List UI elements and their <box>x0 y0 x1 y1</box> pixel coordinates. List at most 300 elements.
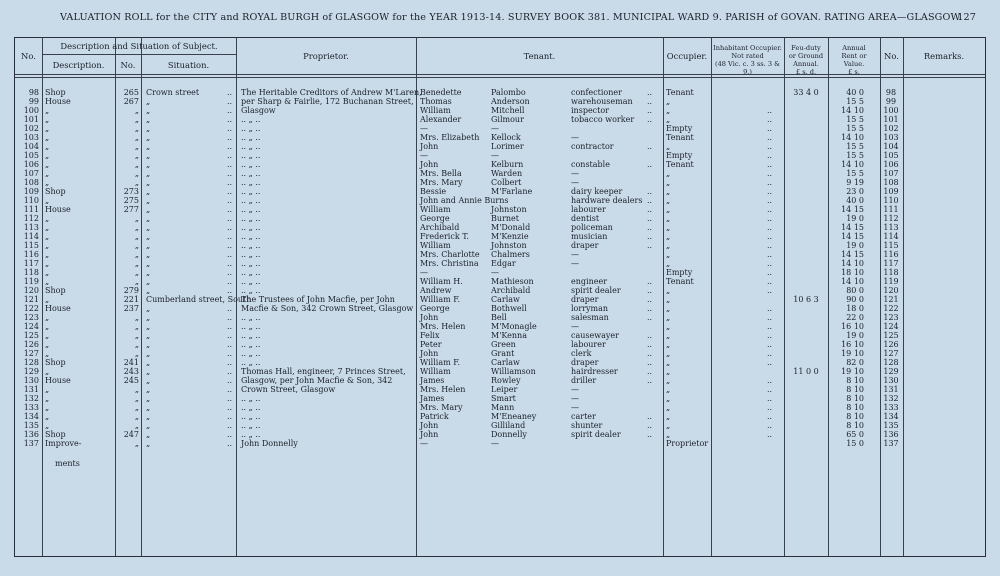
row-inhabitant-dots: .. <box>767 421 773 430</box>
row-tenant-last: — <box>491 439 499 448</box>
row-number: 109 <box>23 187 39 196</box>
row-situation-dots: .. <box>227 133 233 142</box>
row-number-right: 107 <box>883 169 899 178</box>
row-tenant-first: Thomas <box>420 97 452 106</box>
row-number: 114 <box>23 232 39 241</box>
row-proprietor: .. „ .. <box>241 349 261 358</box>
row-occupation: driller <box>571 376 597 385</box>
row-number-right: 137 <box>883 439 899 448</box>
row-description: Improve- <box>45 439 82 448</box>
row-situation-dots: .. <box>227 367 233 376</box>
row-occupation: labourer <box>571 340 606 349</box>
row-street-number: „ <box>134 421 139 430</box>
row-street-number: „ <box>134 160 139 169</box>
row-situation-dots: .. <box>227 322 233 331</box>
row-proprietor: .. „ .. <box>241 169 261 178</box>
row-tenant-first: George <box>420 304 450 313</box>
row-description: „ <box>45 106 50 115</box>
row-number-right: 106 <box>883 160 899 169</box>
row-number-right: 128 <box>883 358 899 367</box>
row-occupier: Tenant <box>666 88 694 97</box>
row-occupation: — <box>571 385 579 394</box>
page-header <box>14 12 986 26</box>
row-proprietor: .. „ .. <box>241 214 261 223</box>
row-street-number: „ <box>134 268 139 277</box>
row-description: „ <box>45 268 50 277</box>
row-number: 103 <box>23 133 39 142</box>
row-occupier: „ <box>666 313 671 322</box>
row-occupier: „ <box>666 106 671 115</box>
row-proprietor: .. „ .. <box>241 133 261 142</box>
row-occupation-dots: .. <box>647 412 653 421</box>
row-situation: „ <box>146 304 151 313</box>
row-occupation-dots: .. <box>647 286 653 295</box>
row-description: „ <box>45 160 50 169</box>
row-number-right: 98 <box>885 88 897 97</box>
row-description: „ <box>45 421 50 430</box>
row-street-number: „ <box>134 178 139 187</box>
row-feu-duty: 33 4 0 <box>793 88 819 97</box>
row-tenant-last: Palombo <box>491 88 526 97</box>
row-situation-dots: .. <box>227 223 233 232</box>
row-occupation-dots: .. <box>647 295 653 304</box>
col-no-header: No. <box>21 51 36 61</box>
row-number: 128 <box>23 358 39 367</box>
row-tenant-first: John and Annie Burns <box>420 196 509 205</box>
row-number-right: 122 <box>883 304 899 313</box>
row-annual-rent: 8 10 <box>846 403 864 412</box>
row-occupier: „ <box>666 205 671 214</box>
row-tenant-last: Mitchell <box>491 106 525 115</box>
row-situation-dots: .. <box>227 97 233 106</box>
row-situation-dots: .. <box>227 439 233 448</box>
row-proprietor: .. „ .. <box>241 115 261 124</box>
row-occupier: Empty <box>666 151 693 160</box>
row-proprietor: .. „ .. <box>241 187 261 196</box>
row-street-number: „ <box>134 277 139 286</box>
row-number-right: 116 <box>883 250 899 259</box>
row-tenant-first: Archibald <box>420 223 460 232</box>
row-inhabitant-dots: .. <box>767 214 773 223</box>
row-street-number: „ <box>134 403 139 412</box>
row-number: 130 <box>23 376 39 385</box>
row-street-number: „ <box>134 349 139 358</box>
row-occupier: „ <box>666 358 671 367</box>
col-occupier-header: Occupier. <box>666 51 708 61</box>
row-tenant-last: Rowley <box>491 376 521 385</box>
row-occupier: Proprietor <box>666 439 709 448</box>
row-inhabitant-dots: .. <box>767 106 773 115</box>
row-annual-rent: 40 0 <box>846 88 864 97</box>
row-annual-rent: 15 5 <box>846 169 864 178</box>
row-tenant-first: Mrs. Bella <box>420 169 462 178</box>
row-tenant-last: Carlaw <box>491 295 520 304</box>
row-tenant-first: William H. <box>420 277 463 286</box>
row-occupation: — <box>571 394 579 403</box>
row-annual-rent: 8 10 <box>846 412 864 421</box>
row-occupation-dots: .. <box>647 97 653 106</box>
row-street-number: „ <box>134 439 139 448</box>
row-street-number: 243 <box>123 367 139 376</box>
row-tenant-last: Donnelly <box>491 430 527 439</box>
row-description: House <box>45 205 71 214</box>
row-feu-duty: 11 0 0 <box>793 367 819 376</box>
row-tenant-first: — <box>420 124 428 133</box>
row-street-number: 267 <box>123 97 139 106</box>
row-occupier: „ <box>666 340 671 349</box>
col-inhabitant-line2: Not rated <box>731 52 764 60</box>
row-tenant-last: Warden <box>491 169 523 178</box>
row-situation-dots: .. <box>227 304 233 313</box>
row-inhabitant-dots: .. <box>767 394 773 403</box>
row-situation-dots: .. <box>227 421 233 430</box>
row-situation: „ <box>146 124 151 133</box>
row-number-right: 115 <box>883 241 899 250</box>
row-situation-dots: .. <box>227 376 233 385</box>
row-occupation-dots: .. <box>647 376 653 385</box>
page-title: VALUATION ROLL for the CITY and ROYAL BURGH of GLASGOW for the YEAR 1913-14. SURVEY BOOK 381. MUNICIPAL WARD 9. PARISH of GOVAN. RATING AREA—GLASGOW. <box>60 12 963 23</box>
row-description: „ <box>45 232 50 241</box>
row-street-number: 247 <box>123 430 139 439</box>
row-description: „ <box>45 349 50 358</box>
row-tenant-last: Carlaw <box>491 358 520 367</box>
row-tenant-first: James <box>420 376 445 385</box>
row-street-number: 279 <box>123 286 139 295</box>
row-tenant-last: — <box>491 268 499 277</box>
row-occupier: „ <box>666 385 671 394</box>
row-occupier: „ <box>666 403 671 412</box>
row-occupation-dots: .. <box>647 232 653 241</box>
row-tenant-first: Mrs. Helen <box>420 322 466 331</box>
row-proprietor: .. „ .. <box>241 151 261 160</box>
row-description: „ <box>45 277 50 286</box>
row-annual-rent: 23 0 <box>846 187 864 196</box>
row-description: „ <box>45 313 50 322</box>
row-description: „ <box>45 385 50 394</box>
row-tenant-last: Green <box>491 340 516 349</box>
row-occupier: „ <box>666 169 671 178</box>
row-situation-dots: .. <box>227 250 233 259</box>
row-description: „ <box>45 295 50 304</box>
row-inhabitant-dots: .. <box>767 124 773 133</box>
row-occupation: engineer <box>571 277 608 286</box>
row-tenant-last: Chalmers <box>491 250 530 259</box>
col-feu-line3: Annual. <box>793 60 819 68</box>
row-number-right: 110 <box>883 196 899 205</box>
row-situation: Crown street <box>146 88 200 97</box>
row-occupation: warehouseman <box>571 97 633 106</box>
row-description: „ <box>45 124 50 133</box>
row-annual-rent: 90 0 <box>846 295 864 304</box>
row-description: „ <box>45 178 50 187</box>
row-street-number: 277 <box>123 205 139 214</box>
row-inhabitant-dots: .. <box>767 115 773 124</box>
row-number: 105 <box>23 151 39 160</box>
row-street-number: „ <box>134 412 139 421</box>
row-situation: „ <box>146 142 151 151</box>
row-situation-dots: .. <box>227 187 233 196</box>
row-number-right: 99 <box>885 97 897 106</box>
row-tenant-last: Leiper <box>491 385 518 394</box>
row-occupation: lorryman <box>571 304 609 313</box>
row-occupation-dots: .. <box>647 304 653 313</box>
row-tenant-first: Mrs. Helen <box>420 385 466 394</box>
row-number: 137 <box>23 439 39 448</box>
row-annual-rent: 15 5 <box>846 151 864 160</box>
row-situation-dots: .. <box>227 151 233 160</box>
row-description: „ <box>45 340 50 349</box>
row-street-number: 265 <box>123 88 139 97</box>
row-occupation: draper <box>571 358 599 367</box>
row-situation-dots: .. <box>227 205 233 214</box>
row-situation-dots: .. <box>227 358 233 367</box>
row-number-right: 130 <box>883 376 899 385</box>
row-annual-rent: 19 0 <box>846 241 864 250</box>
row-situation: „ <box>146 187 151 196</box>
row-number-right: 114 <box>883 232 899 241</box>
row-tenant-first: — <box>420 268 428 277</box>
row-proprietor: .. „ .. <box>241 277 261 286</box>
col-no3-header: No. <box>884 51 899 61</box>
row-description: „ <box>45 403 50 412</box>
row-street-number: „ <box>134 385 139 394</box>
row-occupier: „ <box>666 421 671 430</box>
row-street-number: „ <box>134 214 139 223</box>
row-situation-dots: .. <box>227 394 233 403</box>
row-situation-dots: .. <box>227 241 233 250</box>
row-tenant-last: — <box>491 151 499 160</box>
row-number: 134 <box>23 412 39 421</box>
row-tenant-first: Mrs. Elizabeth <box>420 133 480 142</box>
row-occupier: „ <box>666 367 671 376</box>
row-number: 112 <box>23 214 39 223</box>
row-inhabitant-dots: .. <box>767 385 773 394</box>
row-number: 124 <box>23 322 39 331</box>
row-occupation-dots: .. <box>647 115 653 124</box>
row-inhabitant-dots: .. <box>767 259 773 268</box>
row-number: 131 <box>23 385 39 394</box>
row-occupier: „ <box>666 331 671 340</box>
row-situation-dots: .. <box>227 385 233 394</box>
row-occupier: „ <box>666 322 671 331</box>
row-occupier: „ <box>666 232 671 241</box>
row-tenant-first: Andrew <box>420 286 452 295</box>
row-inhabitant-dots: .. <box>767 358 773 367</box>
row-tenant-last: Gilmour <box>491 115 524 124</box>
row-occupation-dots: .. <box>647 223 653 232</box>
col-situation-header: Situation. <box>167 60 210 70</box>
row-tenant-last: M'Kenzie <box>491 232 529 241</box>
row-description: „ <box>45 142 50 151</box>
row-number: 100 <box>23 106 39 115</box>
row-inhabitant-dots: .. <box>767 133 773 142</box>
row-proprietor: The Trustees of John Macfie, per John <box>241 295 395 304</box>
row-description: House <box>45 376 71 385</box>
row-proprietor: .. „ .. <box>241 196 261 205</box>
row-inhabitant-dots: .. <box>767 169 773 178</box>
row-street-number: „ <box>134 133 139 142</box>
row-description: Shop <box>45 187 66 196</box>
row-occupation-dots: .. <box>647 241 653 250</box>
row-occupation: — <box>571 259 579 268</box>
row-occupier: „ <box>666 394 671 403</box>
row-situation-dots: .. <box>227 196 233 205</box>
row-situation-dots: .. <box>227 115 233 124</box>
row-description: Shop <box>45 430 66 439</box>
row-proprietor: .. „ .. <box>241 412 261 421</box>
row-occupier: „ <box>666 286 671 295</box>
row-tenant-last: Lorimer <box>491 142 524 151</box>
row-inhabitant-dots: .. <box>767 178 773 187</box>
row-number-right: 112 <box>883 214 899 223</box>
row-number: 121 <box>23 295 39 304</box>
row-tenant-first: Mrs. Mary <box>420 178 463 187</box>
row-occupation: inspector <box>571 106 610 115</box>
row-situation-dots: .. <box>227 169 233 178</box>
row-occupation-dots: .. <box>647 277 653 286</box>
row-occupation: musician <box>571 232 608 241</box>
row-situation-dots: .. <box>227 331 233 340</box>
row-number: 101 <box>23 115 39 124</box>
row-situation-dots: .. <box>227 412 233 421</box>
row-situation: „ <box>146 178 151 187</box>
row-tenant-first: John <box>420 142 439 151</box>
row-occupation: carter <box>571 412 596 421</box>
row-inhabitant-dots: .. <box>767 250 773 259</box>
row-situation-dots: .. <box>227 286 233 295</box>
page-number: 127 <box>957 12 976 23</box>
row-occupation: hairdresser <box>571 367 618 376</box>
row-description: „ <box>45 133 50 142</box>
row-situation-dots: .. <box>227 259 233 268</box>
row-occupier: Tenant <box>666 277 694 286</box>
row-occupation: dairy keeper <box>571 187 623 196</box>
row-inhabitant-dots: .. <box>767 277 773 286</box>
row-tenant-last: M'Kenna <box>491 331 527 340</box>
row-proprietor: .. „ .. <box>241 421 261 430</box>
row-situation: „ <box>146 196 151 205</box>
row-proprietor: .. „ .. <box>241 394 261 403</box>
row-occupation-dots: .. <box>647 214 653 223</box>
row-occupation: causewayer <box>571 331 619 340</box>
row-tenant-last: Bell <box>491 313 507 322</box>
row-number-right: 124 <box>883 322 899 331</box>
row-inhabitant-dots: .. <box>767 187 773 196</box>
row-occupier: „ <box>666 259 671 268</box>
row-situation: „ <box>146 430 151 439</box>
row-tenant-first: James <box>420 394 445 403</box>
row-situation: „ <box>146 394 151 403</box>
row-annual-rent: 14 15 <box>841 205 864 214</box>
row-tenant-first: Felix <box>420 331 440 340</box>
row-description: „ <box>45 169 50 178</box>
row-number: 106 <box>23 160 39 169</box>
row-annual-rent: 19 0 <box>846 331 864 340</box>
row-occupation: constable <box>571 160 610 169</box>
row-tenant-first: John <box>420 313 439 322</box>
row-occupation: contractor <box>571 142 614 151</box>
col-description-header: Description. <box>52 60 105 70</box>
row-proprietor: .. „ .. <box>241 124 261 133</box>
row-annual-rent: 19 10 <box>841 349 864 358</box>
row-street-number: „ <box>134 340 139 349</box>
row-feu-duty: 10 6 3 <box>793 295 819 304</box>
row-annual-rent: 65 0 <box>846 430 864 439</box>
row-tenant-first: John <box>420 430 439 439</box>
row-description: „ <box>45 259 50 268</box>
row-situation-dots: .. <box>227 277 233 286</box>
row-number-right: 134 <box>883 412 899 421</box>
row-inhabitant-dots: .. <box>767 349 773 358</box>
row-situation: „ <box>146 385 151 394</box>
row-occupation: dentist <box>571 214 600 223</box>
row-occupier: „ <box>666 97 671 106</box>
row-number-right: 105 <box>883 151 899 160</box>
row-tenant-first: — <box>420 439 428 448</box>
row-number-right: 132 <box>883 394 899 403</box>
row-occupation: — <box>571 250 579 259</box>
row-annual-rent: 14 10 <box>841 277 864 286</box>
row-occupation: policeman <box>571 223 613 232</box>
row-annual-rent: 18 0 <box>846 304 864 313</box>
row-occupation-dots: .. <box>647 367 653 376</box>
row-tenant-first: George <box>420 214 450 223</box>
row-annual-rent: 18 10 <box>841 268 864 277</box>
row-number: 99 <box>28 97 39 106</box>
row-proprietor: John Donnelly <box>241 439 298 448</box>
row-number: 110 <box>23 196 39 205</box>
row-number-right: 129 <box>883 367 899 376</box>
col-tenant-header: Tenant. <box>523 51 556 61</box>
row-situation: „ <box>146 214 151 223</box>
row-tenant-first: Patrick <box>420 412 449 421</box>
row-tenant-last: Mathieson <box>491 277 534 286</box>
row-tenant-first: Mrs. Mary <box>420 403 463 412</box>
row-number-right: 118 <box>883 268 899 277</box>
row-number: 127 <box>23 349 39 358</box>
row-number-right: 113 <box>883 223 899 232</box>
row-situation: „ <box>146 232 151 241</box>
row-tenant-first: Mrs. Christina <box>420 259 479 268</box>
col-inhabitant-line1: Inhabitant Occupier. <box>713 44 782 52</box>
row-number: 135 <box>23 421 39 430</box>
row-situation: Cumberland street, South <box>146 295 252 304</box>
row-occupation: labourer <box>571 205 606 214</box>
row-situation: „ <box>146 367 151 376</box>
row-annual-rent: 15 0 <box>846 439 864 448</box>
row-number: 120 <box>23 286 39 295</box>
improvements-continued: ments <box>55 459 80 468</box>
row-street-number: 245 <box>123 376 139 385</box>
row-annual-rent: 15 5 <box>846 97 864 106</box>
row-number-right: 127 <box>883 349 899 358</box>
row-tenant-last: Bothwell <box>491 304 527 313</box>
row-annual-rent: 16 10 <box>841 322 864 331</box>
col-feu-line1: Feu-duty <box>791 44 821 52</box>
row-tenant-first: Frederick T. <box>420 232 469 241</box>
row-occupation: draper <box>571 241 599 250</box>
row-inhabitant-dots: .. <box>767 331 773 340</box>
row-tenant-first: — <box>420 151 428 160</box>
row-number: 118 <box>23 268 39 277</box>
row-number-right: 126 <box>883 340 899 349</box>
row-inhabitant-dots: .. <box>767 286 773 295</box>
row-description: „ <box>45 223 50 232</box>
row-situation: „ <box>146 313 151 322</box>
row-inhabitant-dots: .. <box>767 232 773 241</box>
row-street-number: „ <box>134 169 139 178</box>
row-occupation: draper <box>571 295 599 304</box>
